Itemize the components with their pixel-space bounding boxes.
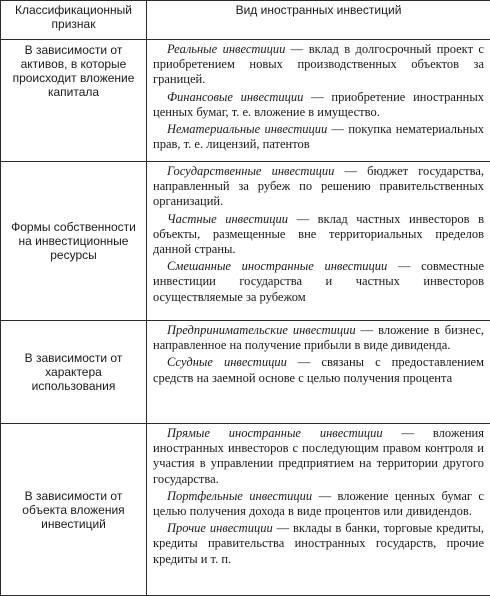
entry-text: — вклады в банки, торговые кредиты, кредиты правительства иностранных государств, прочие кредиты и т. п.	[153, 521, 484, 565]
table-row	[1, 162, 490, 321]
entry-term: Финансовые инвестиции	[167, 90, 303, 104]
entry-text: — связаны с предоставлением средств на заемной основе с целью получения процента	[153, 355, 484, 384]
entry	[153, 426, 484, 487]
header-row	[1, 1, 490, 40]
entry-term: Предпринимательские инвестиции	[167, 323, 356, 337]
entry	[153, 521, 484, 567]
entry-text: — покупка нематериальных прав, т. е. лицензий, патентов	[153, 122, 484, 151]
entry-text: — вклад частных инвесторов в объекты, размещенные вне территориальных пределов данной страны.	[153, 212, 484, 256]
entry	[153, 212, 484, 258]
table-row	[1, 424, 490, 596]
row-category: В зависимости от характера использования	[1, 321, 147, 424]
entry	[153, 42, 484, 88]
entry-text: — вложение ценных бумаг с целью получения дохода в виде процентов или дивидендов.	[153, 489, 484, 518]
entry-term: Портфельные инвестиции	[167, 489, 312, 503]
header-investment-type: Вид иностранных инвестиций	[147, 1, 490, 40]
entry-text: — вклад в долгосрочный проект с приобретением новых производственных объектов за границей.	[153, 42, 484, 86]
entry	[153, 122, 484, 152]
entry-text: — совместные инвестиции государства и частных инвесторов осуществляемые за рубежом	[153, 259, 484, 303]
row-category: В зависимости от активов, в которые происходит вложение капитала	[1, 40, 147, 162]
row-entries	[147, 321, 490, 424]
entry	[153, 164, 484, 210]
row-category: Формы собственности на инвестиционные ресурсы	[1, 162, 147, 321]
entry-term: Прямые иностранные инвестиции	[167, 426, 383, 440]
header-classification: Классификационный признак	[1, 1, 147, 40]
entry	[153, 323, 484, 353]
entry	[153, 90, 484, 120]
entry-text: — приобретение иностранных ценных бумаг, т. е. вложение в имущество.	[153, 90, 484, 119]
entry-term: Государственные инвестиции	[167, 164, 334, 178]
entry-text: — вложения иностранных инвесторов с последующим правом контроля и участия в управлении предприятием на территории другого государства.	[153, 426, 484, 486]
row-entries	[147, 40, 490, 162]
entry-term: Частные инвестиции	[167, 212, 288, 226]
table-row	[1, 321, 490, 424]
entry-term: Нематериальные инвестиции	[167, 122, 327, 136]
entry	[153, 355, 484, 385]
entry	[153, 489, 484, 519]
row-entries	[147, 162, 490, 321]
entry-term: Смешанные иностранные инвестиции	[167, 259, 387, 273]
entry-text: — вложение в бизнес, направленное на получение прибыли в виде дивиденда.	[153, 323, 484, 352]
entry-text: — бюджет государства, направленный за рубеж по решению правительственных организаций.	[153, 164, 484, 208]
entry-term: Реальные инвестиции	[167, 42, 285, 56]
row-category: В зависимости от объекта вложения инвестиций	[1, 424, 147, 596]
entry-term: Ссудные инвестиции	[167, 355, 287, 369]
table-row	[1, 40, 490, 162]
row-entries	[147, 424, 490, 596]
entry	[153, 259, 484, 305]
entry-term: Прочие инвестиции	[167, 521, 273, 535]
